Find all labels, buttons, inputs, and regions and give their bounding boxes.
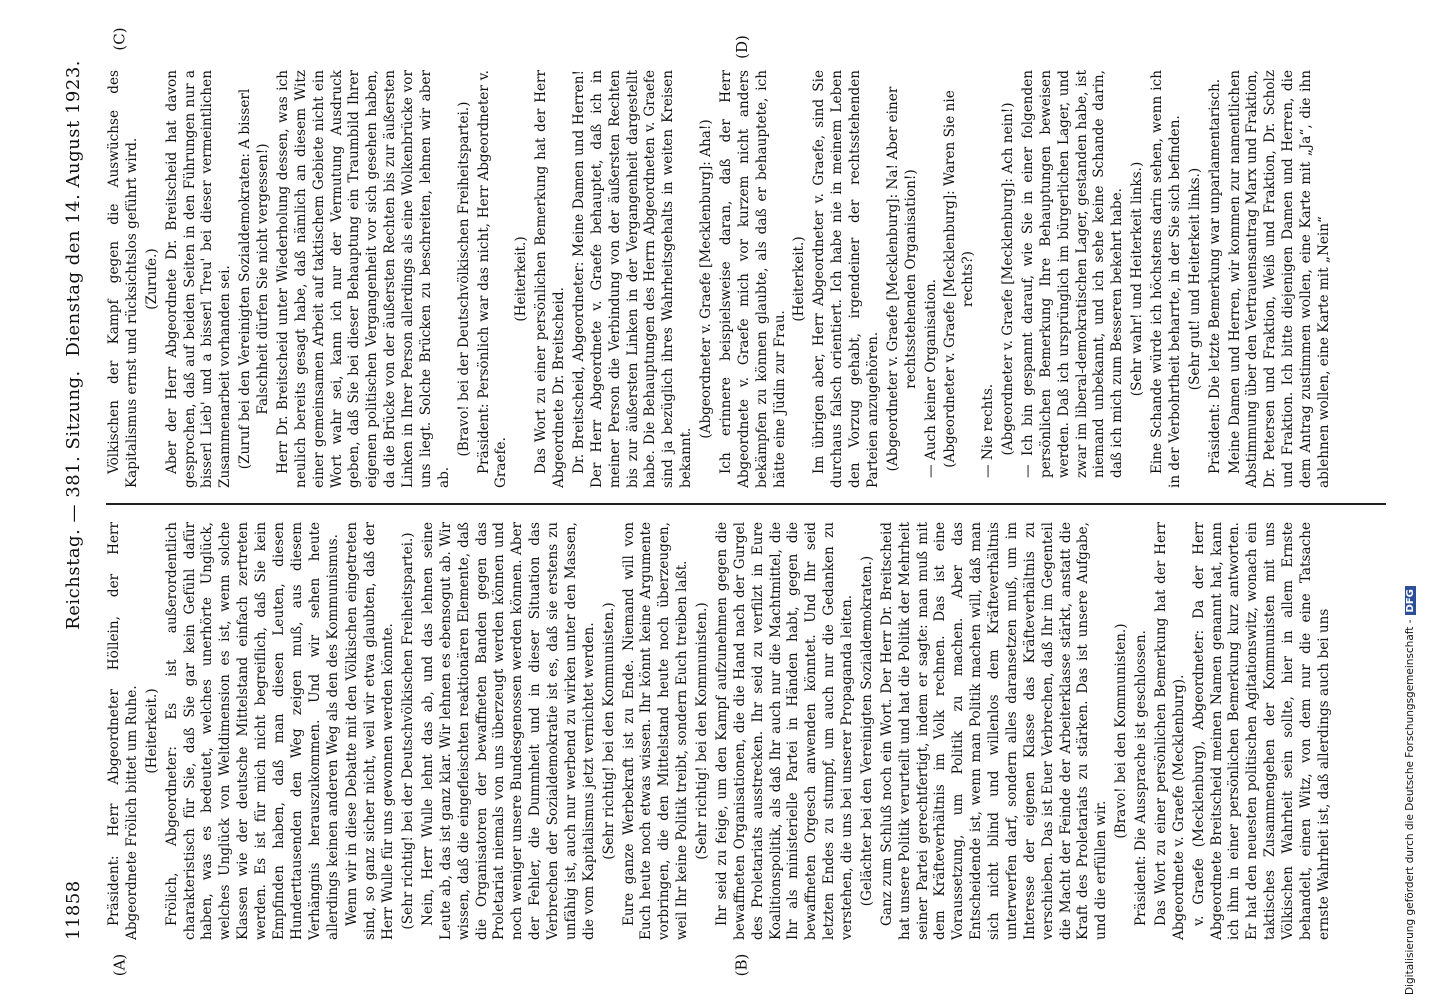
paragraph: Präsident: Die letzte Bemerkung war unparlamentarisch. — [1206, 78, 1223, 474]
paragraph: Meine Damen und Herren, wir kommen zur namentlichen Abstimmung über den Vertrauensantrag Marx und Fraktion, Dr. Petersen und Fraktion, Weiß und Fraktion, Dr. Scholz und Fraktion. Ich bitte diejenigen Damen und Herren, die dem Antrag zustimmen wollen, eine Karte mit „Ja“, die ihn ablehnen wollen, eine Karte mit „Nein“ — [1226, 70, 1332, 488]
paragraph: Das Wort zu einer persönlichen Bemerkung hat der Herr Abgeordnete Dr. Breitscheid. — [533, 70, 567, 488]
interjection: (Heiterkeit.) — [143, 688, 160, 774]
right-column — [106, 70, 1386, 488]
paragraph: Dr. Breitscheid, Abgeordneter: Meine Damen und Herren! Der Herr Abgeordnete v. Graefe behauptet, daß ich in meiner Person die Verbindung von der äußersten Rechten bis zur äußersten Linken in der Vergangenheit dargestellt habe. Die Behauptungen des Herrn Abgeordneten v. Graefe sind ja bezüglich ihres Wahrheitsgehalts in weiten Kreisen bekannt. — [570, 70, 695, 488]
interjection: (Abgeordneter v. Graefe [Mecklenburg]: Ach nein!) — [1000, 102, 1016, 456]
paragraph: — Ich bin gespannt darauf, wie Sie in einer folgenden persönlichen Bemerkung Ihre Behauptungen beweisen werden. Daß ich ursprünglich im bürgerlichen Lager, und zwar im liberal-demokratischen Lager, gestanden habe, ist niemand unbekannt, und ich sehe keine Schande darin, daß ich mich zum Besseren bekehrt habe. — [1019, 70, 1126, 478]
header-date: Dienstag den 14. August 1923. — [63, 60, 84, 357]
interjection: (Sehr gut! und Heiterkeit links.) — [1186, 167, 1203, 391]
interjection: (Gelächter bei den Vereinigten Sozialdemokraten.) — [858, 555, 875, 907]
interjection: (Sehr wahr! und Heiterkeit links.) — [1129, 161, 1146, 397]
margin-mark-b: (B) — [732, 953, 751, 977]
margin-mark-d: (D) — [732, 35, 751, 59]
paragraph: Völkischen der Kampf gegen die Auswüchse des Kapitalismus ernst und rücksichtslos geführt wird. — [106, 70, 140, 488]
paragraph: Präsident: Die Aussprache ist geschlossen. — [1133, 630, 1149, 926]
paragraph: — Nie rechts. — [980, 383, 997, 478]
interjection: (Sehr richtig! bei den Kommunisten.) — [600, 602, 617, 860]
interjection: (Abgeordneter v. Graefe [Mecklenburg]: Waren Sie nie rechts?) — [942, 90, 977, 468]
margin-mark-a: (A) — [110, 953, 129, 977]
interjection: (Zurufe.) — [143, 248, 160, 310]
interjection: (Heiterkeit.) — [791, 236, 808, 322]
interjection: (Abgeordneter v. Graefe [Mecklenburg]: Aha!) — [698, 119, 714, 439]
running-header — [62, 60, 86, 940]
interjection: (Heiterkeit.) — [513, 236, 530, 322]
margin-mark-c: (C) — [110, 27, 129, 51]
paragraph: Präsident: Persönlich war das nicht, Herr Abgeordneter v. Graefe. — [475, 70, 510, 488]
paragraph: Wenn wir in diese Debatte mit den Völkischen eingetreten sind, so ganz sicher nicht, weil wir etwa glaubten, daß der Herr Wulle für uns gewonnen werden könnte. — [344, 522, 397, 940]
paragraph: Frölich, Abgeordneter: Es ist außerordentlich charakteristisch für Sie, daß Sie gar kein Gefühl dafür haben, was es bedeutet, welches unerhörte Unglück, welches Unglück von Weltdimension es ist, wenn solche Klassen wie der deutsche Mittelstand einfach zertreten werden. Es ist für mich nicht begreiflich, daß Sie kein Empfinden haben, daß man diesen Leuten, diesen Hunderttausenden den Weg zeigen muß, aus diesem Verhängnis herauszukommen. Und wir sehen heute allerdings keinen anderen Weg als den des Kommunismus. — [163, 522, 341, 940]
digitization-credit — [1404, 0, 1430, 995]
interjection: (Bravo! bei den Kommunisten.) — [1113, 623, 1130, 839]
dfg-logo: DFG — [1405, 586, 1416, 615]
interjection: (Bravo! bei der Deutschvölkischen Freiheitspartei.) — [455, 101, 472, 457]
paragraph: Eure ganze Werbekraft ist zu Ende. Niemand will von Euch heute noch etwas wissen. Ihr könnt keine Argumente vorbringen, die den Mittelstand heute noch überzeugen, weil Ihr keine Politik treibt, sondern Euch treiben laßt. — [620, 522, 691, 940]
paragraph: — Auch keiner Organisation. — [922, 278, 939, 478]
left-column — [106, 522, 1386, 940]
paragraph: Ganz zum Schluß noch ein Wort. Der Herr Dr. Breitscheid hat unsere Politik verurteilt und hat die Politik der Mehrheit seiner Partei gerechtfertigt, indem er sagte: man muß mit dem Kräfteverhältnis im Volk rechnen. Das ist eine Voraussetzung, um Politik zu machen. Aber das Entscheidende ist, wenn man Politik machen will, daß man sich nicht blind und willenlos dem Kräfteverhältnis unterwerfen darf, sondern alles daransetzen muß, um im Interesse der eigenen Klasse das Kräfteverhältnis zu verschieben. Das ist Euer Verbrechen, daß Ihr im Gegenteil die Macht der Feinde der Arbeiterklasse stärkt, anstatt die Kraft des Proletariats zu stärken. Das ist unsere Aufgabe, und die erfüllen wir. — [878, 522, 1110, 940]
paragraph: Ihr seid zu feige, um den Kampf aufzunehmen gegen die bewaffneten Organisationen, die die Hand nach der Gurgel des Proletariats ausstrecken. Ihr seid zu verfilzt in Eure Koalitionspolitik, als daß Ihr auch nur die Machtmittel, die Ihr als ministerielle Partei in Händen habt, gegen die bewaffneten Orgesch anwenden könntet. Und Ihr seid letzten Endes zu stumpf, um auch nur die Gedanken zu verstehen, die uns bei unserer Propaganda leiten. — [713, 522, 855, 940]
rotated-page-content — [62, 60, 1392, 940]
interjection: (Abgeordneter v. Graefe [Mecklenburg]: Na! Aber einer rechtsstehenden Organisation!) — [884, 86, 919, 472]
paragraph: Nein, Herr Wulle lehnt das ab, und das lehnen seine Leute ab, das ist ganz klar. Wir lehnen es ebensogut ab. Wir wissen, daß die eingefleischten reaktionären Elemente, daß die Organisatoren der bewaffneten Banden gegen das Proletariat niemals von uns überzeugt werden können und noch weniger unsere Bundesgenossen werden können. Aber der Fehler, die Dummheit und in dieser Situation das Verbrechen der Sozialdemokratie ist es, daß sie erstens zu unfähig ist, auch nur werbend zu wirken unter den Massen, die vom Kapitalismus jetzt vernichtet werden. — [419, 522, 597, 940]
paragraph: Präsident: Herr Abgeordneter Höllein, der Herr Abgeordnete Frölich bittet um Ruhe. — [106, 522, 140, 940]
column-divider — [106, 503, 1386, 505]
credit-text: Digitalisierung gefördert durch die Deutsche Forschungsgemeinschaft - — [1404, 619, 1416, 995]
page-number: 11858 — [63, 880, 84, 940]
paragraph: Aber der Herr Abgeordnete Dr. Breitscheid hat davon gesprochen, daß auf beiden Seiten in den Führungen nur a bisserl Lieb' und a bisserl Treu' bei dieser vermeintlichen Zusammenarbeit vorhanden sei. — [163, 70, 234, 488]
paragraph: v. Graefe (Mecklenburg), Abgeordneter: Da der Herr Abgeordnete Breitscheid meinen Namen genannt hat, kann ich ihm in einer persönlichen Bemerkung kurz antworten. Er hat den neuesten politischen Agitationswitz, wonach ein taktisches Zusammengehen der Kommunisten mit uns Völkischen Wahrheit sein sollte, hier in allem Ernste behandelt, einen Witz, von dem nur die eine Tatsache ernste Wahrheit ist, daß allerdings auch bei uns — [1190, 522, 1332, 940]
header-title: Reichstag. — 381. Sitzung. — [63, 370, 84, 630]
paragraph: Herr Dr. Breitscheid unter Wiederholung dessen, was ich neulich bereits gesagt habe, daß nämlich an diesem Witz einer gemeinsamen Arbeit auf taktischem Gebiete nicht ein Wort wahr sei, kann ich nur der Vermutung Ausdruck geben, daß Sie bei dieser Behauptung ein Traumbild Ihrer eigenen politischen Vergangenheit vor sich gesehen haben, da die Brücke von der äußersten Rechten bis zur äußersten Linken in Ihrer Person allerdings als eine Wolkenbrücke vor uns liegt. Solche Brücken zu beschreiten, lehnen wir aber ab. — [274, 70, 452, 488]
interjection: (Zuruf bei den Vereinigten Sozialdemokraten: A bisserl Falschheit dürfen Sie nicht vergessen!) — [237, 88, 271, 470]
paragraph: Im übrigen aber, Herr Abgeordneter v. Graefe, sind Sie durchaus falsch orientiert. Ich habe nie in meinem Leben den Vorzug gehabt, irgendeiner der rechtsstehenden Parteien anzugehören. — [811, 70, 881, 488]
paragraph: Ich erinnere beispielsweise daran, daß der Herr Abgeordnete v. Graefe mich vor kurzem nicht anders bekämpfen zu können glaubte, als daß er behauptete, ich hätte eine Jüdin zur Frau. — [717, 70, 788, 488]
paragraph: Das Wort zu einer persönlichen Bemerkung hat der Herr Abgeordnete v. Graefe (Mecklenburg). — [1152, 522, 1187, 940]
interjection: (Sehr richtig! bei den Kommunisten.) — [694, 602, 710, 860]
interjection: (Sehr richtig! bei der Deutschvölkischen Freiheitspartei.) — [400, 532, 416, 930]
paragraph: Eine Schande würde ich höchstens darin sehen, wenn ich in der Verbohrtheit beharrte, in der Sie sich befinden. — [1149, 70, 1183, 488]
